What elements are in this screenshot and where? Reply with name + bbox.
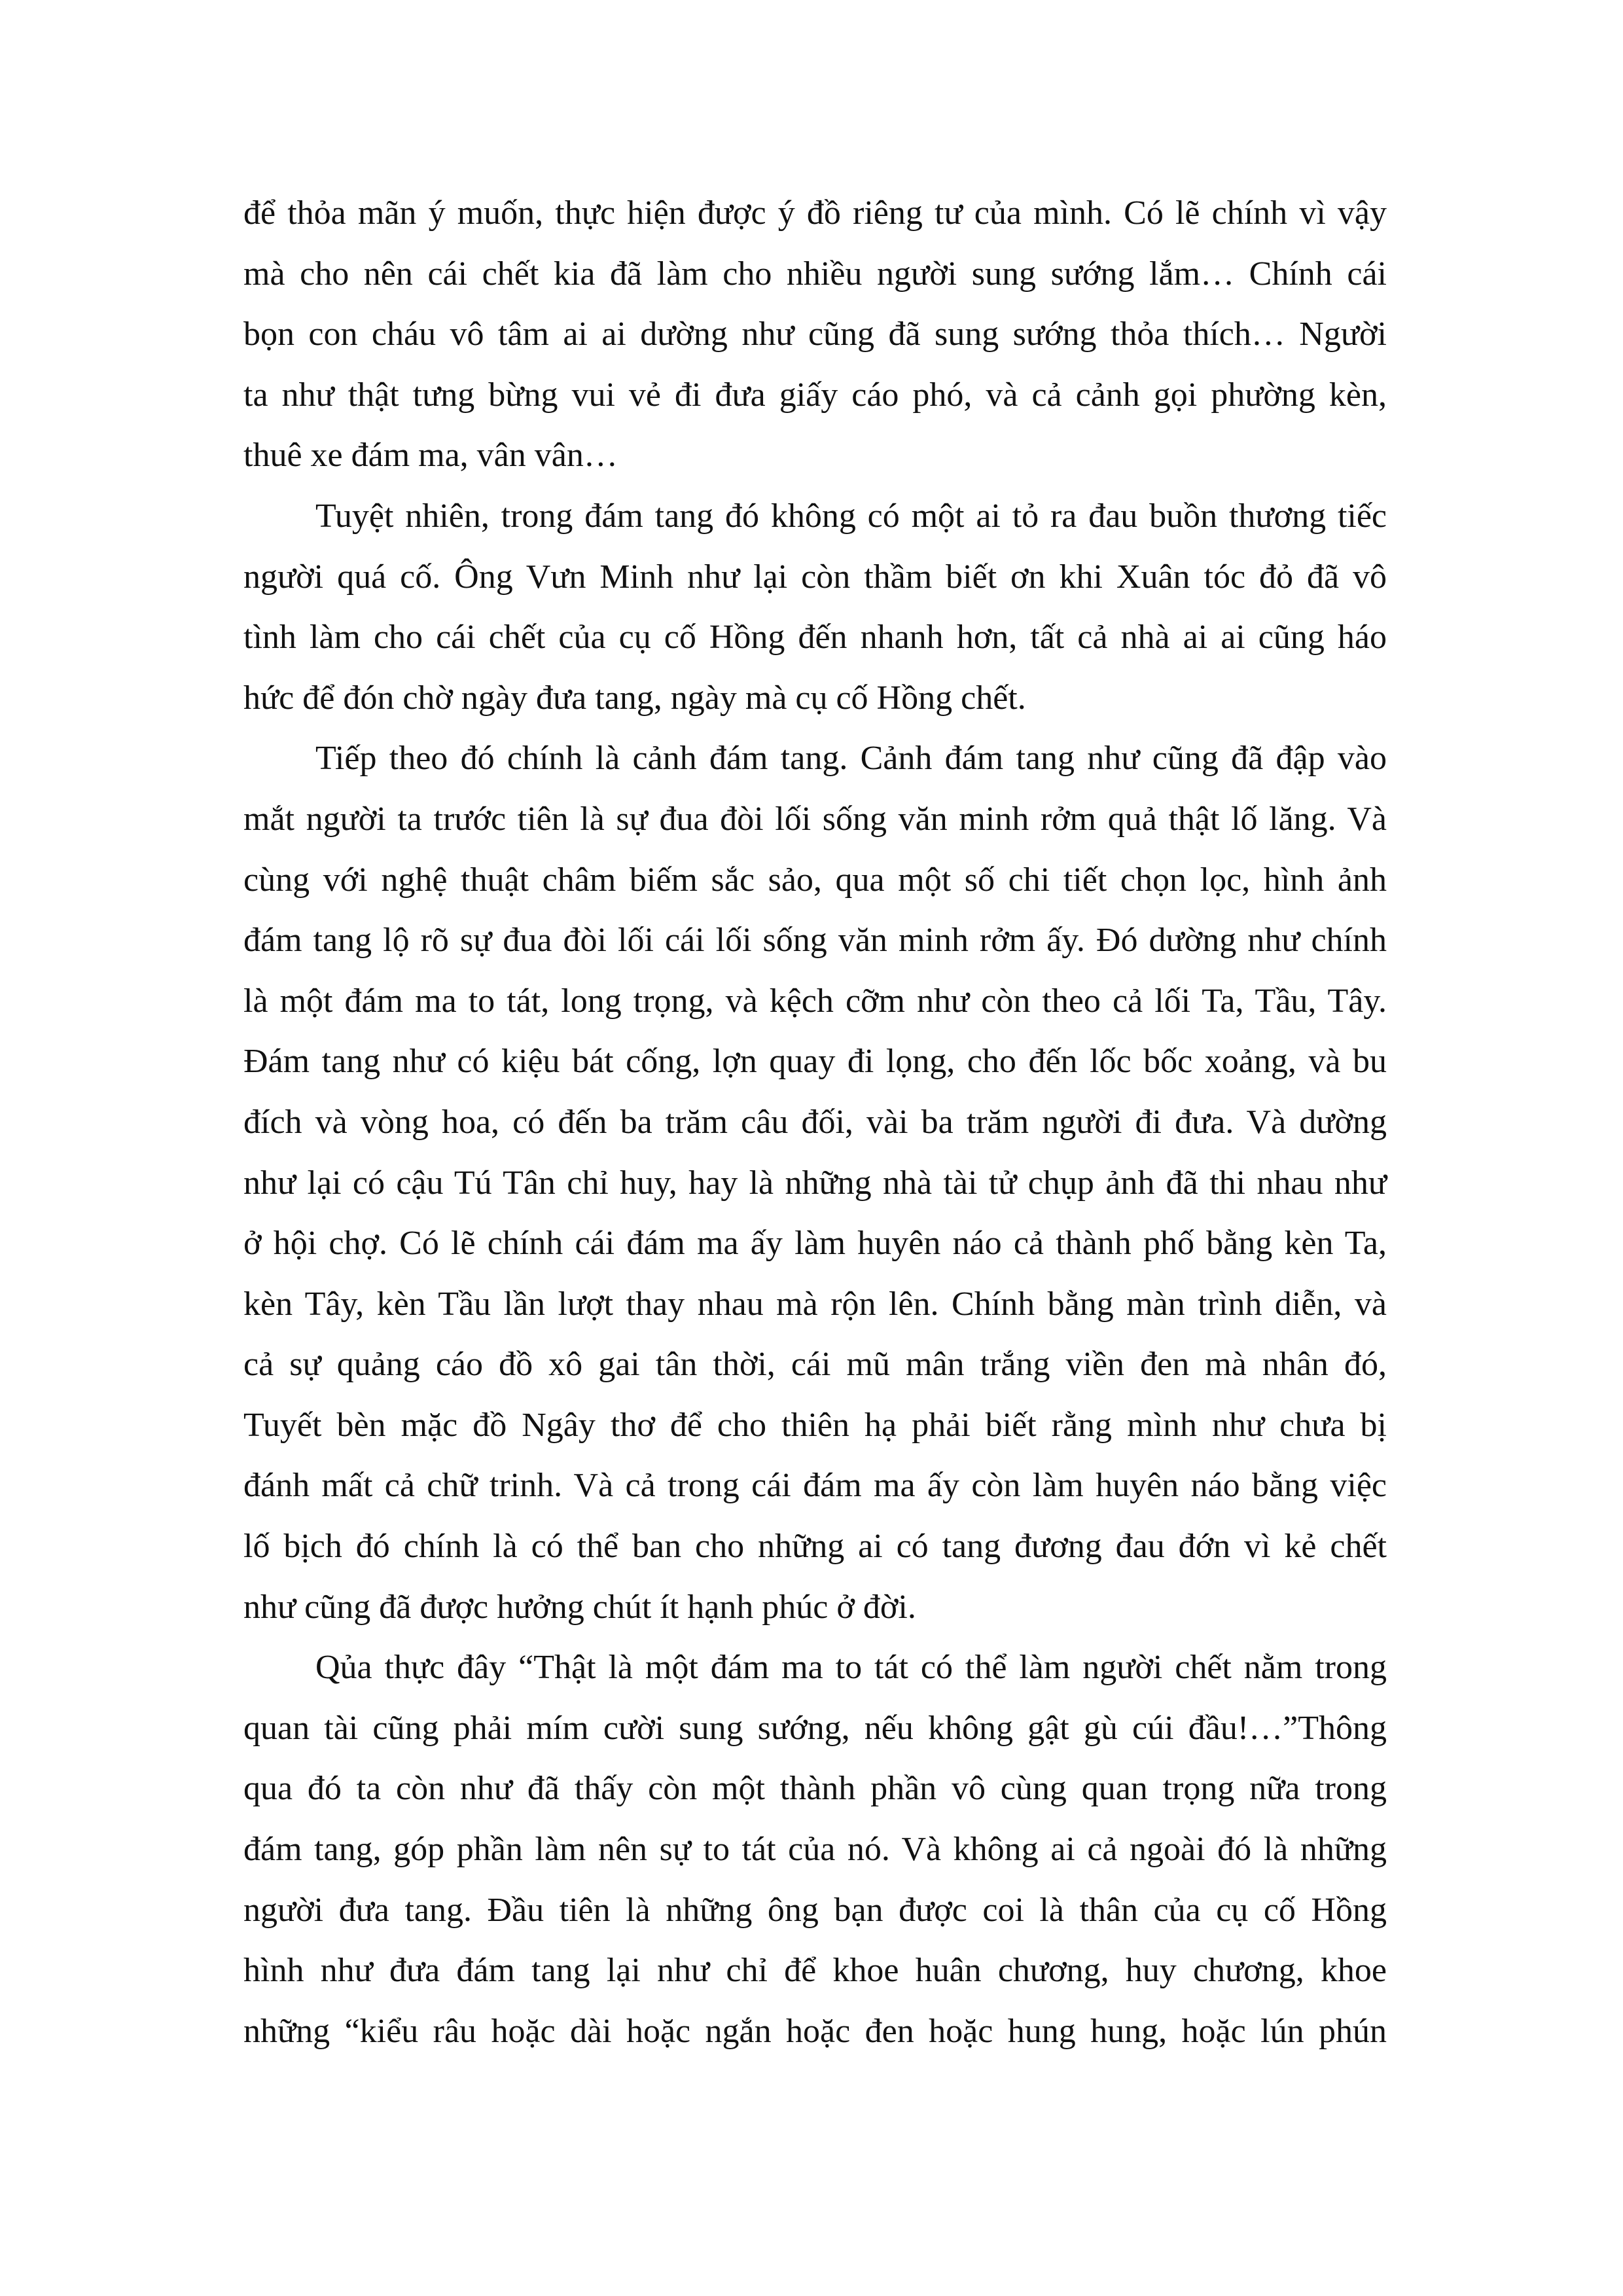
text-line: để thỏa mãn ý muốn, thực hiện được ý đồ riêng tư của mình. Có lẽ chính vì vậy [243, 194, 1387, 232]
text-line: như cũng đã được hưởng chút ít hạnh phúc ở đời. [243, 1588, 916, 1626]
text-line: những “kiểu râu hoặc dài hoặc ngắn hoặc đen hoặc hung hung, hoặc lún phún [243, 2012, 1387, 2050]
text-line: quan tài cũng phải mím cười sung sướng, nếu không gật gù cúi đầu!…”Thông [243, 1709, 1387, 1747]
text-line: hức để đón chờ ngày đưa tang, ngày mà cụ cố Hồng chết. [243, 679, 1026, 717]
text-line: Qủa thực đây “Thật là một đám ma to tát có thể làm người chết nằm trong [315, 1649, 1387, 1687]
text-line: đích và vòng hoa, có đến ba trăm câu đối, vài ba trăm người đi đưa. Và dường [243, 1103, 1387, 1141]
text-line: như lại có cậu Tú Tân chỉ huy, hay là những nhà tài tử chụp ảnh đã thi nhau như [243, 1164, 1387, 1202]
text-line: lố bịch đó chính là có thể ban cho những ai có tang đương đau đớn vì kẻ chết [243, 1528, 1387, 1566]
text-line: là một đám ma to tát, long trọng, và kệch cỡm như còn theo cả lối Ta, Tầu, Tây. [243, 982, 1387, 1020]
text-line: thuê xe đám ma, vân vân… [243, 437, 618, 475]
text-line: mà cho nên cái chết kia đã làm cho nhiều người sung sướng lắm… Chính cái [243, 255, 1387, 293]
paragraph-1 [243, 183, 1387, 486]
text-line: đánh mất cả chữ trinh. Và cả trong cái đám ma ấy còn làm huyên náo bằng việc [243, 1467, 1387, 1505]
text-line: người quá cố. Ông Vưn Minh như lại còn thầm biết ơn khi Xuân tóc đỏ đã vô [243, 558, 1387, 596]
paragraph-3 [243, 728, 1387, 1638]
text-line: cả sự quảng cáo đồ xô gai tân thời, cái mũ mân trắng viền đen mà nhân đó, [243, 1346, 1387, 1384]
text-line: Tiếp theo đó chính là cảnh đám tang. Cảnh đám tang như cũng đã đập vào [315, 740, 1387, 778]
text-line: người đưa tang. Đầu tiên là những ông bạn được coi là thân của cụ cố Hồng [243, 1891, 1387, 1929]
text-line: đám tang, góp phần làm nên sự to tát của nó. Và không ai cả ngoài đó là những [243, 1831, 1387, 1869]
text-line: cùng với nghệ thuật châm biếm sắc sảo, qua một số chi tiết chọn lọc, hình ảnh [243, 861, 1387, 899]
text-line: kèn Tây, kèn Tầu lần lượt thay nhau mà rộn lên. Chính bằng màn trình diễn, và [243, 1285, 1387, 1323]
text-line: ta như thật tưng bừng vui vẻ đi đưa giấy cáo phó, và cả cảnh gọi phường kèn, [243, 376, 1387, 414]
document-body [243, 183, 1387, 2062]
text-line: Tuyết bèn mặc đồ Ngây thơ để cho thiên hạ phải biết rằng mình như chưa bị [243, 1406, 1387, 1444]
paragraph-4 [243, 1638, 1387, 2062]
text-line: đám tang lộ rõ sự đua đòi lối cái lối sống văn minh rởm ấy. Đó dường như chính [243, 922, 1387, 960]
text-line: Đám tang như có kiệu bát cống, lợn quay đi lọng, cho đến lốc bốc xoảng, và bu [243, 1043, 1387, 1081]
text-line: mắt người ta trước tiên là sự đua đòi lối sống văn minh rởm quả thật lố lăng. Và [243, 800, 1387, 838]
text-line: tình làm cho cái chết của cụ cố Hồng đến nhanh hơn, tất cả nhà ai ai cũng háo [243, 619, 1387, 656]
text-line: Tuyệt nhiên, trong đám tang đó không có một ai tỏ ra đau buồn thương tiếc [315, 497, 1387, 535]
text-line: ở hội chợ. Có lẽ chính cái đám ma ấy làm huyên náo cả thành phố bằng kèn Ta, [243, 1225, 1387, 1263]
text-line: qua đó ta còn như đã thấy còn một thành phần vô cùng quan trọng nữa trong [243, 1770, 1387, 1808]
text-line: hình như đưa đám tang lại như chỉ để khoe huân chương, huy chương, khoe [243, 1952, 1387, 1990]
text-line: bọn con cháu vô tâm ai ai dường như cũng đã sung sướng thỏa thích… Người [243, 315, 1387, 353]
paragraph-2 [243, 486, 1387, 728]
